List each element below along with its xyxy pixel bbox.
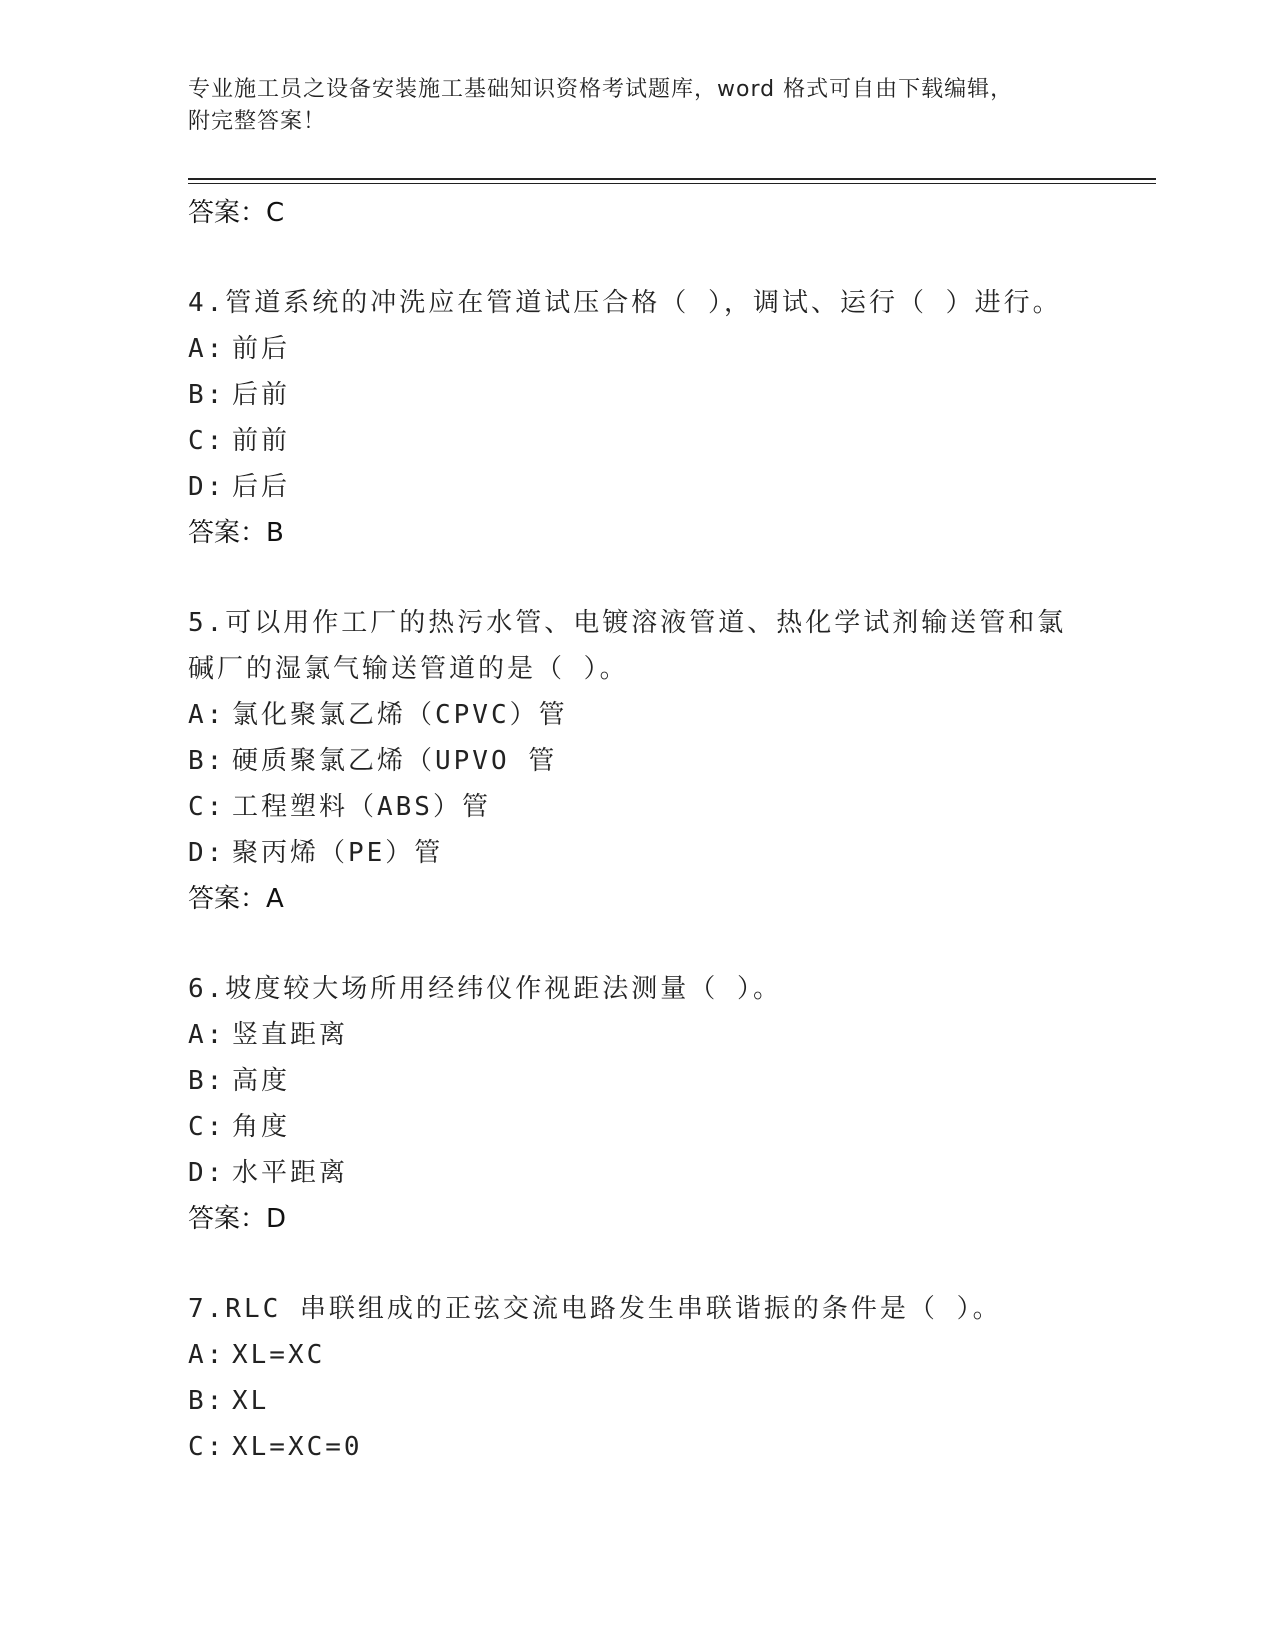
option-a	[188, 692, 1088, 738]
option-b	[188, 738, 1088, 784]
option-c	[188, 1104, 1088, 1150]
option-key: D:	[188, 838, 226, 868]
option-key: B:	[188, 1386, 226, 1416]
option-key: A:	[188, 1340, 226, 1370]
option-key: D:	[188, 1158, 226, 1188]
option-c	[188, 1424, 1088, 1470]
answer-line: 答案：B	[188, 518, 284, 548]
option-key: A:	[188, 1020, 226, 1050]
option-text: XL=XC=0	[232, 1432, 363, 1462]
page-header	[188, 74, 1088, 138]
option-a	[188, 1332, 1088, 1378]
header-line-1: 专业施工员之设备安装施工基础知识资格考试题库，word 格式可自由下载编辑，	[188, 77, 1014, 102]
option-text: 水平距离	[232, 1158, 349, 1188]
question-list	[188, 190, 1088, 1470]
option-key: A:	[188, 334, 226, 364]
header-divider-thick	[188, 178, 1156, 180]
option-key: C:	[188, 792, 226, 822]
option-key: B:	[188, 380, 226, 410]
header-line-2: 附完整答案！	[188, 109, 327, 134]
option-key: C:	[188, 426, 226, 456]
option-b	[188, 1058, 1088, 1104]
option-key: A:	[188, 700, 226, 730]
option-key: C:	[188, 1432, 226, 1462]
question-text: 7.RLC 串联组成的正弦交流电路发生串联谐振的条件是（ ）。	[188, 1294, 1002, 1324]
header-divider-thin	[188, 183, 1156, 184]
option-text: 硬质聚氯乙烯（UPVO 管	[232, 746, 558, 776]
option-key: C:	[188, 1112, 226, 1142]
option-text: 前后	[232, 334, 291, 364]
answer-line: 答案：D	[188, 1204, 287, 1234]
option-text: XL	[232, 1386, 270, 1416]
option-text: XL=XC	[232, 1340, 326, 1370]
option-d	[188, 1150, 1088, 1196]
option-a	[188, 326, 1088, 372]
option-d	[188, 830, 1088, 876]
answer-line: 答案：A	[188, 884, 284, 914]
question-text: 6.坡度较大场所用经纬仪作视距法测量（ ）。	[188, 974, 782, 1004]
question-block	[188, 1286, 1088, 1470]
question-block	[188, 966, 1088, 1242]
option-text: 前前	[232, 426, 291, 456]
option-key: B:	[188, 746, 226, 776]
option-a	[188, 1012, 1088, 1058]
question-block	[188, 600, 1088, 922]
option-text: 后后	[232, 472, 291, 502]
option-text: 角度	[232, 1112, 291, 1142]
question-text: 4.管道系统的冲洗应在管道试压合格（ ），调试、运行（ ）进行。	[188, 288, 1062, 318]
option-text: 聚丙烯（PE）管	[232, 838, 444, 868]
option-text: 竖直距离	[232, 1020, 349, 1050]
option-key: D:	[188, 472, 226, 502]
option-c	[188, 418, 1088, 464]
option-text: 高度	[232, 1066, 291, 1096]
option-text: 后前	[232, 380, 291, 410]
option-c	[188, 784, 1088, 830]
option-text: 氯化聚氯乙烯（CPVC）管	[232, 700, 568, 730]
question-block	[188, 280, 1088, 556]
option-b	[188, 1378, 1088, 1424]
question-text: 5.可以用作工厂的热污水管、电镀溶液管道、热化学试剂输送管和氯碱厂的湿氯气输送管道的是（ ）。	[188, 608, 1067, 684]
option-b	[188, 372, 1088, 418]
answer-line: 答案：C	[188, 198, 285, 228]
option-d	[188, 464, 1088, 510]
option-text: 工程塑料（ABS）管	[232, 792, 491, 822]
option-key: B:	[188, 1066, 226, 1096]
